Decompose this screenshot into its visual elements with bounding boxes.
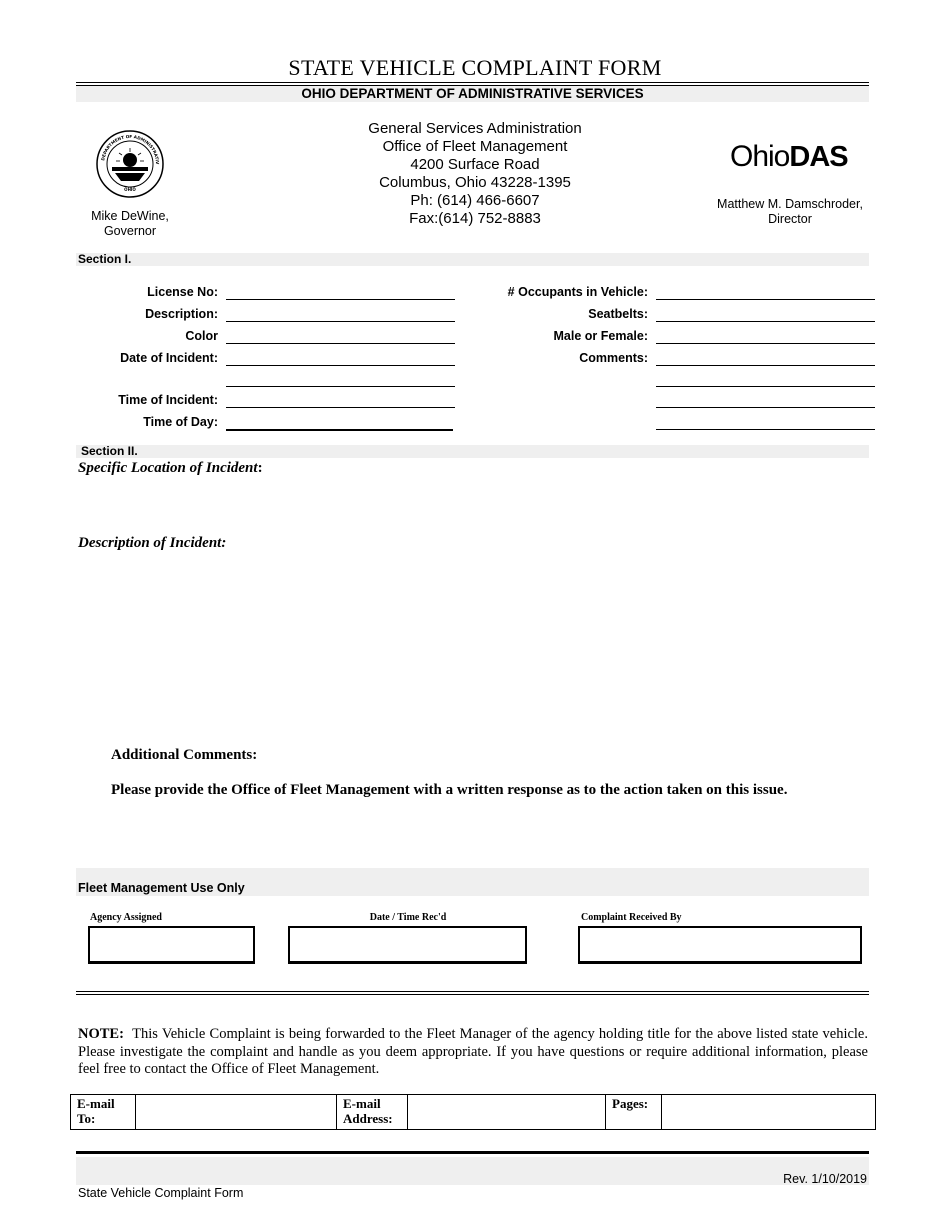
color-field[interactable]: [226, 343, 455, 344]
note-paragraph: [78, 1026, 868, 1079]
logo-das-text: DAS: [789, 141, 848, 173]
section-1-header: Section I.: [76, 253, 869, 266]
note-text: This Vehicle Complaint is being forwarded to the Fleet Manager of the agency holding title for the above listed state vehicle. Please investigate the complaint and handle as you deem appropriate. If you have questions or require additional information, please feel free to contact the Office of Fleet Management.: [78, 1026, 868, 1077]
email-address-label: [337, 1095, 408, 1130]
governor-title: Governor: [103, 224, 157, 238]
pages-label: Pages:: [606, 1095, 662, 1130]
male-or-female-field[interactable]: [656, 343, 875, 344]
email-address-line2: Address:: [343, 1111, 393, 1126]
color-label: Color: [185, 329, 218, 343]
complaint-received-by-box[interactable]: [578, 926, 862, 964]
email-to-label: [71, 1095, 136, 1130]
occupants-label: # Occupants in Vehicle:: [507, 285, 648, 299]
license-no-label: License No:: [147, 285, 218, 299]
specific-location-colon: :: [257, 460, 263, 476]
footer-form-name: State Vehicle Complaint Form: [78, 1186, 244, 1200]
ohio-das-logo: [730, 140, 848, 174]
department-banner: OHIO DEPARTMENT OF ADMINISTRATIVE SERVICES: [76, 86, 869, 102]
footer-rule: [76, 1151, 869, 1155]
comments-label: Comments:: [579, 351, 648, 365]
governor-name: Mike DeWine,: [91, 209, 169, 223]
occupants-field[interactable]: [656, 299, 875, 300]
date-of-incident-label: Date of Incident:: [120, 351, 218, 365]
date-of-incident-field-line2[interactable]: [226, 386, 455, 387]
seatbelts-label: Seatbelts:: [588, 307, 648, 321]
email-address-line1: E-mail: [343, 1096, 381, 1111]
address-line: Columbus, Ohio 43228-1395: [379, 174, 571, 191]
email-to-line1: E-mail: [77, 1096, 115, 1111]
description-of-incident-input[interactable]: [78, 555, 868, 740]
email-to-input[interactable]: [136, 1095, 337, 1130]
specific-location-input[interactable]: [78, 480, 868, 530]
address-line: Office of Fleet Management: [382, 138, 568, 155]
response-request-text: Please provide the Office of Fleet Management with a written response as to the action taken on this issue.: [111, 782, 788, 798]
governor-block: [80, 209, 180, 239]
email-address-input[interactable]: [408, 1095, 606, 1130]
time-of-day-field[interactable]: [226, 429, 453, 431]
address-line: Ph: (614) 466-6607: [410, 192, 540, 209]
comments-field-line3[interactable]: [656, 407, 875, 408]
agency-address: [330, 120, 620, 228]
address-line: 4200 Surface Road: [410, 156, 540, 173]
specific-location-text: Specific Location of Incident: [78, 460, 258, 476]
director-name: Matthew M. Damschroder,: [717, 197, 863, 211]
time-of-incident-label: Time of Incident:: [118, 393, 218, 407]
director-block: [705, 197, 875, 227]
date-time-recd-label: Date / Time Rec'd: [369, 912, 447, 923]
note-lead: NOTE:: [78, 1026, 124, 1042]
agency-assigned-box[interactable]: [88, 926, 255, 964]
ohio-das-seal-icon: [95, 129, 165, 199]
comments-field[interactable]: [656, 365, 875, 366]
license-no-field[interactable]: [226, 299, 455, 300]
pages-input[interactable]: [662, 1095, 876, 1130]
male-or-female-label: Male or Female:: [553, 329, 648, 343]
additional-comments-label: Additional Comments:: [111, 747, 258, 763]
address-line: Fax:(614) 752-8883: [409, 210, 541, 227]
email-table: [70, 1094, 876, 1130]
seatbelts-field[interactable]: [656, 321, 875, 322]
agency-assigned-label: Agency Assigned: [90, 912, 162, 923]
complaint-received-by-label: Complaint Received By: [581, 912, 682, 923]
date-time-recd-box[interactable]: [288, 926, 527, 964]
section-2-header: Section II.: [76, 445, 869, 458]
revision-date: Rev. 1/10/2019: [783, 1172, 867, 1186]
fleet-use-double-rule: [76, 991, 869, 995]
time-of-incident-field[interactable]: [226, 407, 455, 408]
form-title: STATE VEHICLE COMPLAINT FORM: [288, 55, 662, 80]
description-label: Description:: [145, 307, 218, 321]
comments-field-line2[interactable]: [656, 386, 875, 387]
svg-text:OHIO: OHIO: [124, 187, 136, 192]
address-line: General Services Administration: [368, 120, 582, 137]
specific-location-label: [78, 460, 263, 477]
date-of-incident-field[interactable]: [226, 365, 455, 366]
description-of-incident-label: Description of Incident:: [78, 535, 227, 551]
email-to-line2: To:: [77, 1111, 96, 1126]
svg-text:DEPARTMENT OF ADMINISTRATIVE S: DEPARTMENT OF ADMINISTRATIV: [100, 133, 161, 165]
description-field[interactable]: [226, 321, 455, 322]
logo-ohio-text: Ohio: [730, 140, 790, 173]
director-title: Director: [768, 212, 812, 226]
fleet-use-label: Fleet Management Use Only: [78, 881, 245, 895]
time-of-day-label: Time of Day:: [143, 415, 218, 429]
comments-field-line4[interactable]: [656, 429, 875, 430]
